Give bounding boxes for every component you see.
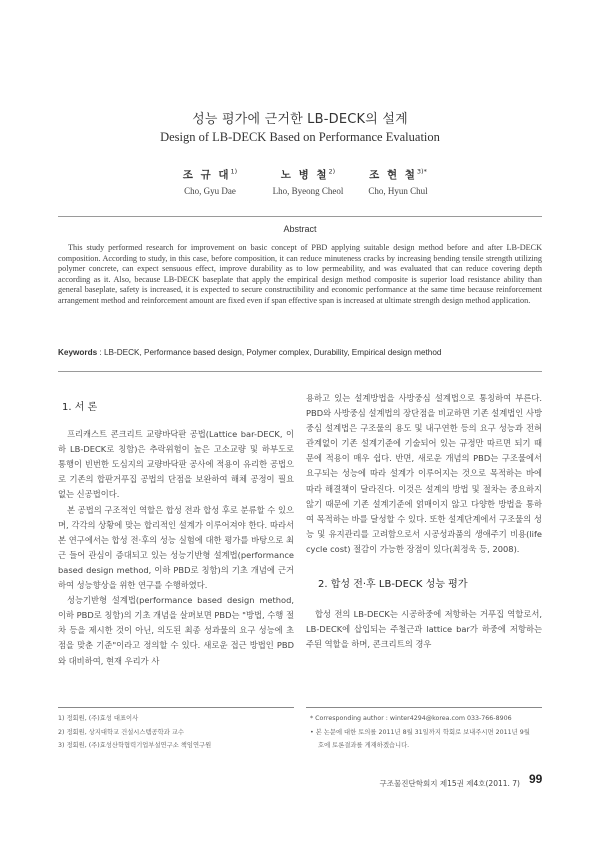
author-3-sup: 3)*: [416, 167, 427, 176]
footnote-discussion-1: • 본 논문에 대한 토의를 2011년 8월 31일까지 학회로 보내주시면 2011년 9월: [310, 728, 530, 736]
left-column: [58, 398, 294, 669]
author-2-name-kr: 노 병 철: [280, 169, 329, 181]
section-1-heading: 1. 서 론: [62, 402, 98, 413]
footnote-corresponding: * Corresponding author : winter4294@korea.com 033-766-8906: [310, 715, 512, 722]
author-1-name-kr: 조 규 대: [182, 169, 231, 181]
footnote-3: 3) 정회원, (주)효성산학협력기업부설연구소 책임연구원: [58, 742, 212, 749]
footnotes-right: [310, 712, 546, 753]
left-paragraph-1: 프리캐스트 콘크리트 교량바닥판 공법(Lattice bar-DECK, 이하 LB-DECK로 칭함)은 추락위험이 높은 고소교량 및 하부도로 통행이 빈번한 도심지의 교량바닥판 공사에 적용이 유리한 공법으로 기존의 합판거푸집 공법의 단점을 보완하여 해체 공정이 필요 없는 신공법이다.: [58, 429, 294, 500]
author-3: [343, 167, 453, 196]
abstract-bottom-rule: [58, 371, 542, 372]
abstract-heading: Abstract: [283, 224, 317, 234]
right-column: [306, 391, 542, 652]
journal-info: 구조물진단학회지 제15권 제4호(2011. 7): [379, 779, 520, 788]
author-1-sup: 1): [230, 167, 238, 176]
left-paragraph-2: 본 공법의 구조적인 역할은 합성 전과 합성 후로 분류할 수 있으며, 각각의 상황에 맞는 합리적인 설계가 이루어져야 한다. 따라서 본 연구에서는 합성 전·후의 성능 실험에 대한 평가를 바탕으로 최근 들어 관심이 증대되고 있는 성능기반형 설계법(performance based design method, 이하 PBD로 칭함)의 기초 개념에 근거하여 성능향상을 위한 연구를 수행하였다.: [58, 504, 294, 591]
footnote-rule-left: [58, 707, 294, 708]
right-paragraph-2: 합성 전의 LB-DECK는 시공하중에 저항하는 거푸집 역할로서, LB-DECK에 삽입되는 주철근과 lattice bar가 하중에 저항하는 주된 역할을 하며, 콘크리트의 경우: [306, 609, 542, 650]
author-2-name-en: Lho, Byeong Cheol: [272, 186, 344, 196]
author-2-sup: 2): [328, 167, 336, 176]
right-paragraph-1: 용하고 있는 설계방법을 사방중심 설계법으로 통칭하여 부른다. PBD와 사방중심 설계법의 장단점을 비교하면 기존 설계법인 사방중심 설계법은 구조물의 용도 및 내구연한 등의 요구 성능과 전혀 관계없이 기존 설계기준에 기술되어 있는 규정만 따르면 되기 때문에 적용이 매우 쉽다. 반면, 새로운 개념의 PBD는 구조물에서 요구되는 성능에 따라 설계가 이루어지는 것으로 목적하는 바에 따라 해결책이 달라진다. 이것은 설계의 방법 및 절차는 중요하지 않기 때문에 기존 설계기준에 얽매이지 않고 다양한 방법을 통하여 목적하는 바를 달성할 수 있다. 또한 설계단계에서 구조물의 성능 및 유지관리를 고려함으로서 시공성과품의 생애주기 비용(life cycle cost) 절감이 가능한 장점이 있다(최정욱 등, 2008).: [306, 393, 542, 554]
keywords: [58, 348, 542, 357]
footnote-discussion-2: 호에 토론결과를 게재하겠습니다.: [318, 742, 410, 749]
author-3-name-en: Cho, Hyun Chul: [368, 186, 428, 196]
abstract-top-rule: [58, 216, 542, 217]
footnote-rule-right: [306, 707, 542, 708]
title-korean: 성능 평가에 근거한 LB-DECK의 설계: [192, 112, 408, 127]
left-paragraph-3: 성능기반형 설계법(performance based design method, 이하 PBD로 칭함)의 기초 개념을 살펴보면 PBD는 "방법, 수행 절차 등을 제시한 것이 아닌, 의도된 최종 성과물의 요구 성능에 초점을 맞춘 기준"이라고 정의할 수 있다. 새로운 접근 방법인 PBD와 대비하여, 현재 우리가 사: [58, 595, 294, 666]
author-1: [155, 167, 265, 196]
abstract-text: This study performed research for improvement on basic concept of PBD applying suitable design method before and after LB-DECK composition. According to study, in this case, before composition, it can reduce minuteness cracks by increasing bending tensile strength utilizing polymer concrete, can expect sensuous effect, improve durability as to low permeability, and was evaluated that can reduce covering depth according as it. Also, because LB-DECK baseplate that apply the empirical design method composite is superior load resistance ability than general baseplate, safety is increased, it is expected to secure constructibility and economic performance at the same time because reinforcement arrangement method and reinforcement amount are fixed even if span effective span is increased at ultimate strength design method application.: [58, 243, 542, 305]
footnote-2: 2) 정회원, 상지대학교 건설시스템공학과 교수: [58, 728, 184, 736]
section-2-heading: 2. 합성 전·후 LB-DECK 성능 평가: [318, 579, 468, 591]
keywords-label: Keywords: [58, 348, 98, 357]
footnote-1: 1) 정회원, (주)효성 대표이사: [58, 715, 139, 722]
page-number: 99: [529, 772, 543, 786]
title-english: Design of LB-DECK Based on Performance Evaluation: [160, 130, 440, 144]
author-1-name-en: Cho, Gyu Dae: [184, 186, 236, 196]
footnotes-left: [58, 712, 294, 753]
keywords-text: : LB-DECK, Performance based design, Polymer complex, Durability, Empirical design method: [97, 348, 442, 357]
author-3-name-kr: 조 현 철: [369, 169, 417, 181]
